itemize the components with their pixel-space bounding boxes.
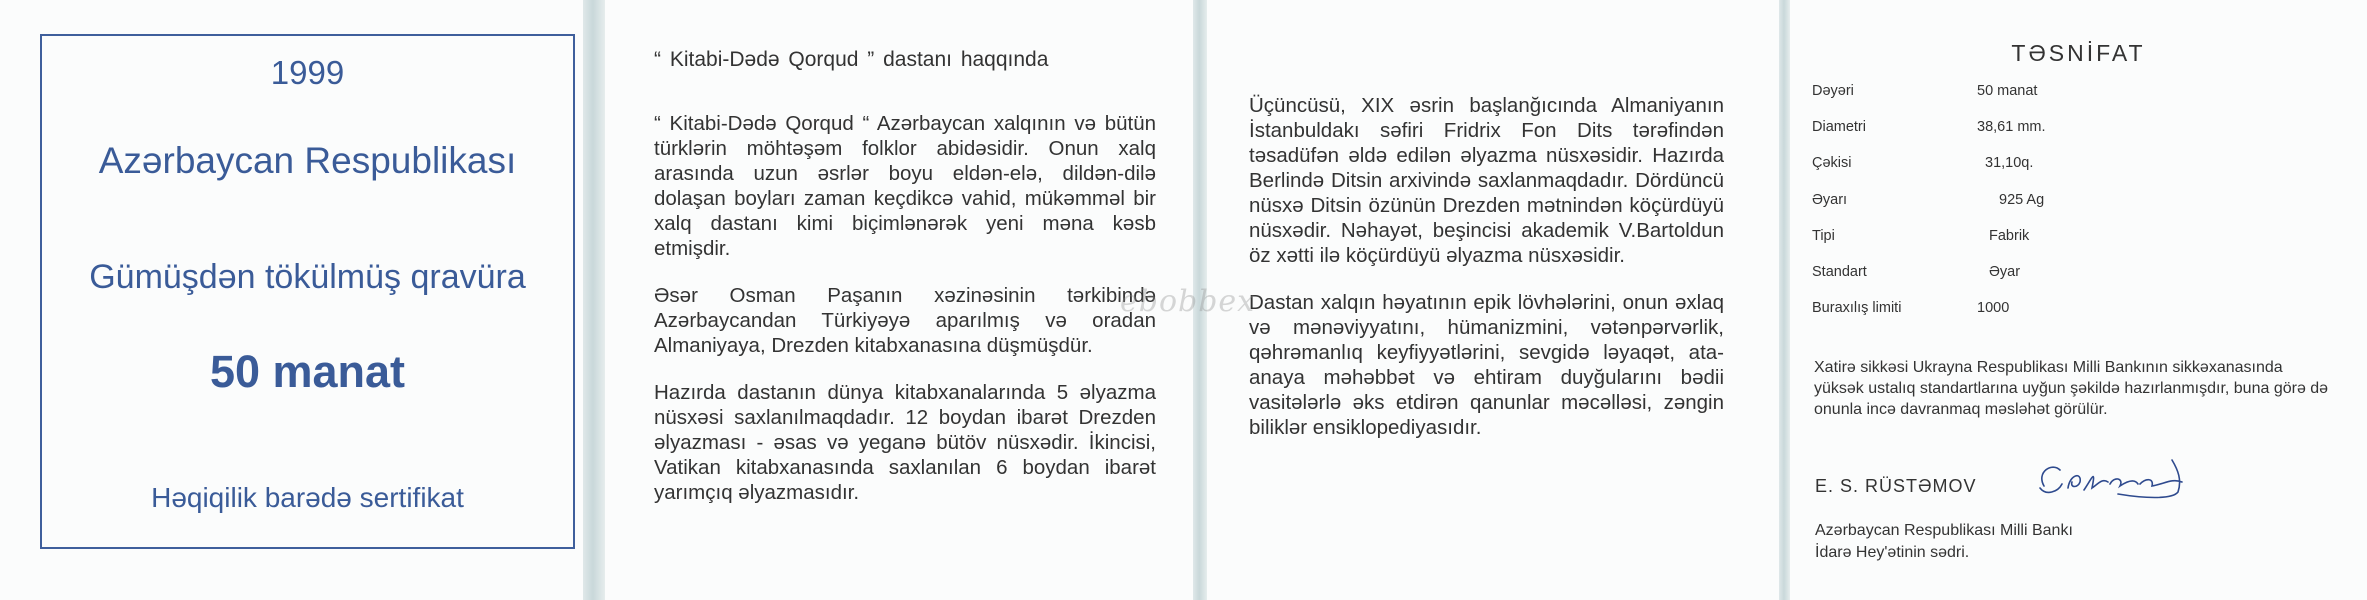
spec-value: Əyar — [1989, 263, 2021, 280]
country-name: Azərbaycan Respublikası — [98, 140, 517, 181]
bank-title — [1815, 520, 2073, 564]
cover-frame — [40, 34, 575, 549]
signer-name: E. S. RÜSTƏMOV — [1815, 476, 1977, 496]
spec-value: Fabrik — [1989, 227, 2030, 244]
story-heading: “ Kitabi-Dədə Qorqud ” dastanı haqqında — [654, 48, 1049, 71]
care-note: Xatirə sikkəsi Ukrayna Respublikası Milli Bankının sikkəxanasında yüksək ustalıq standartlarına uyğun şəkildə hazırlanmışdır, buna görə də onunla incə davranmaq məsləhət görülür. — [1814, 359, 2329, 418]
fold-line — [583, 0, 605, 600]
bank-name: Azərbaycan Respublikası Milli Bankı — [1815, 522, 2073, 539]
spec-key: Tipi — [1812, 227, 1835, 244]
spec-value: 38,61 mm. — [1977, 119, 2046, 136]
cover-panel — [0, 0, 583, 600]
spec-row — [1812, 192, 2332, 228]
fold-line — [1779, 0, 1790, 600]
watermark: ebobbex — [1120, 284, 1256, 319]
spec-key: Standart — [1812, 263, 1867, 280]
paragraph: Dastan xalqın həyatının epik lövhələrini, onun əxlaq və mənəviyyatını, hümanizmini, vətənpərvərlik, qəhrəmanlıq keyfiyyətlərini, sevgidə ləyaqət, ata-anaya məhəbbət və ehtiram duyğularını bədii vasitələrlə əks etdirən qanunlar məcəlləsi, zəngin biliklər ensiklopediyasıdır. — [1249, 291, 1724, 439]
specification-panel — [1790, 0, 2367, 600]
spec-row — [1812, 264, 2332, 300]
story-text — [654, 111, 1156, 527]
certificate-label: Həqiqilik barədə sertifikat — [151, 482, 464, 513]
spec-row — [1812, 300, 2332, 336]
paragraph: Hazırda dastanın dünya kitabxanalarında 5 əlyazma nüsxəsi saxlanılmaqdadır. 12 boydan ibarət Drezden əlyazması - əsas və yeganə bütöv nüsxədir. İkincisi, Vatikan kitabxanasında saxlanılan 6 boydan ibarət yarımçıq əlyazmasıdır. — [654, 381, 1156, 504]
spec-value: 50 manat — [1977, 83, 2038, 99]
spec-key: Əyarı — [1812, 191, 1848, 208]
story-panel — [605, 0, 1193, 600]
issue-year: 1999 — [270, 54, 345, 91]
spec-table — [1812, 83, 2332, 336]
engraving-title: Gümüşdən tökülmüş qravüra — [89, 258, 526, 296]
spec-row — [1812, 228, 2332, 264]
spec-row — [1812, 119, 2332, 155]
spec-key: Dəyəri — [1812, 83, 1854, 99]
spec-value: 31,10q. — [1985, 155, 2034, 172]
spec-title: TƏSNİFAT — [2011, 40, 2146, 66]
paragraph: Əsər Osman Paşanın xəzinəsinin tərkibində Azərbaycandan Türkiyəyə aparılmış və oradan Almaniyaya, Drezden kitabxanasına düşmüşdür. — [654, 284, 1156, 357]
spec-value: 1000 — [1977, 300, 2010, 317]
spec-key: Çəkisi — [1812, 155, 1852, 172]
spec-key: Diametri — [1812, 119, 1866, 136]
paragraph: “ Kitabi-Dədə Qorqud “ Azərbaycan xalqının və bütün türklərin möhtəşəm folklor abidəsidir. Onun xalq arasında uzun əsrlər boyu eldən-elə, dildən-dilə dolaşan boyları zaman keçdikcə vahid, mükəmməl bir xalq dastanı kimi biçimlənərək yeni məna kəsb etmişdir. — [654, 112, 1156, 260]
story-continued-text — [1249, 93, 1724, 462]
spec-row — [1812, 155, 2332, 191]
spec-value: 925 Ag — [1999, 191, 2045, 208]
denomination: 50 manat — [209, 346, 406, 397]
signer-position: İdarə Hey'ətinin sədri. — [1815, 544, 1970, 561]
spec-key: Buraxılış limiti — [1812, 300, 1902, 317]
spec-row — [1812, 83, 2332, 119]
paragraph: Üçüncüsü, XIX əsrin başlanğıcında Almaniyanın İstanbuldakı səfiri Fridrix Fon Dits tərəfindən təsadüfən əldə edilən əlyazma nüsxəsidir. Hazırda Berlində Ditsin arxivində saxlanmaqdadır. Dördüncü nüsxə Ditsin özünün Drezden mətnindən köçürdüyü nüsxədir. Nəhayət, beşincisi akademik V.Bartoldun öz xətti ilə köçürdüyü əlyazma nüsxəsidir. — [1249, 94, 1724, 267]
story-continued-panel — [1207, 0, 1779, 600]
signature — [2022, 448, 2222, 508]
